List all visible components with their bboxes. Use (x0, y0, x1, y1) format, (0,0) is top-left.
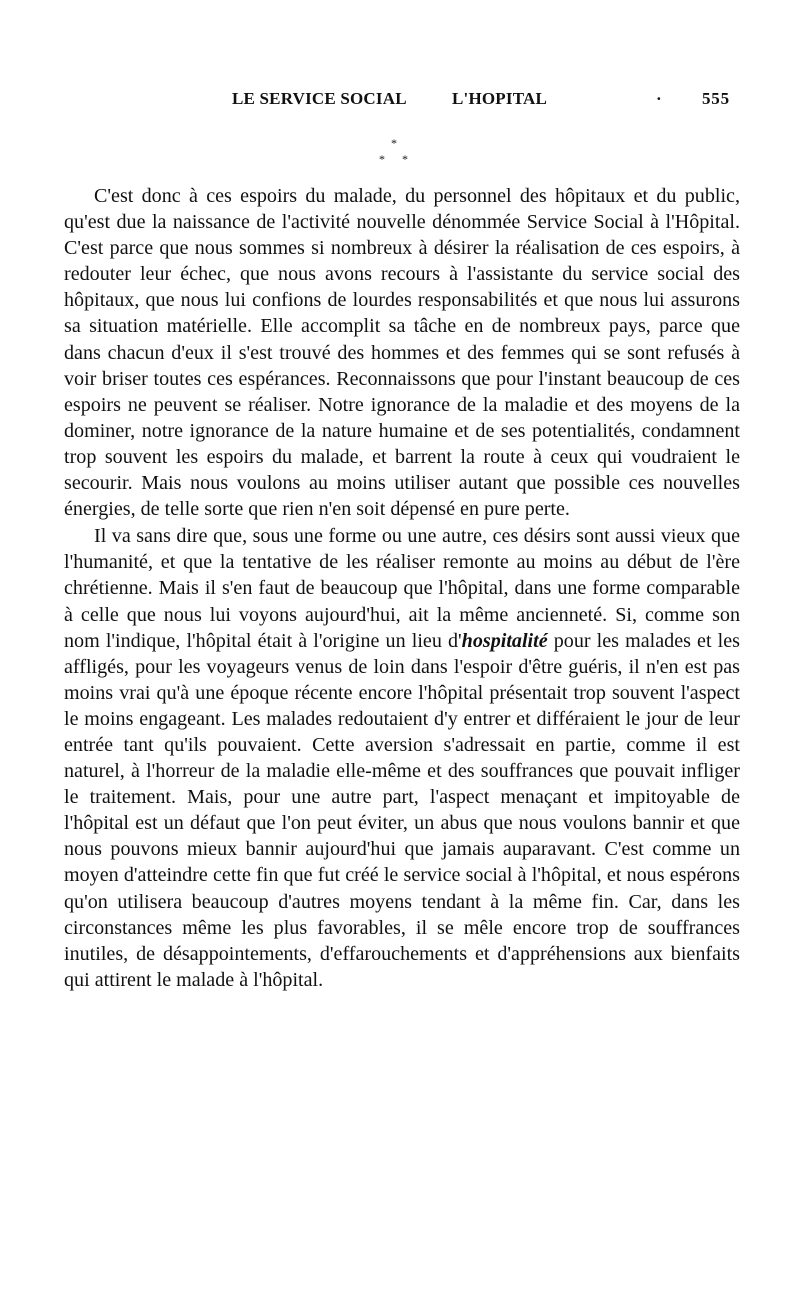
running-title-right: L'HOPITAL (452, 89, 548, 108)
paragraph-2-after-italic: pour les malades et les affligés, pour les voyageurs venus de loin dans l'espoir d'être guéris, il n'en est pas moins vrai qu'à une époque récente encore l'hôpital présentait trop souvent l'aspect le moins engageant. Les malades redoutaient d'y entrer et différaient le jour de leur entrée tant qu'ils pouvaient. Cette aversion s'adressait en partie, comme il est naturel, à l'horreur de la maladie elle-même et des souffrances que pouvait infliger le traitement. Mais, pour une autre part, l'aspect menaçant et impitoyable de l'hôpital est un défaut que l'on peut éviter, un abus que nous voulons bannir et que nous pouvons mieux bannir aujourd'hui que jamais auparavant. C'est comme un moyen d'atteindre cette fin que fut créé le service social à l'hôpital, et nous espérons qu'on utilisera beaucoup d'autres moyens tendant à la même fin. Car, dans les circonstances même les plus favorables, il se mêle encore trop de souffrances inutiles, de désappointements, d'effarouchements et d'appréhensions aux bienfaits qui attirent le malade à l'hôpital. (64, 629, 740, 991)
asterism-star-top: * (391, 136, 397, 150)
page-number: 555 (702, 89, 730, 108)
running-header-dot: · (656, 89, 662, 108)
paragraph-2 (64, 523, 740, 993)
running-title-left: LE SERVICE SOCIAL (232, 89, 407, 108)
running-header (232, 89, 740, 113)
asterism-star-right: * (402, 152, 408, 166)
paragraph-1: C'est donc à ces espoirs du malade, du personnel des hôpitaux et du public, qu'est due la naissance de l'activité nouvelle dénommée Service Social à l'Hôpital. C'est parce que nous sommes si nombreux à désirer la réalisation de ces espoirs, à redouter leur échec, que nous avons recours à l'assistante du service social des hôpitaux, que nous lui confions de lourdes responsabilités et que nous lui assurons sa situation matérielle. Elle accomplit sa tâche en de nombreux pays, parce que dans chacun d'eux il s'est trouvé des hommes et des femmes qui se sont refusés à voir briser toutes ces espérances. Reconnaissons que pour l'instant beaucoup de ces espoirs ne peuvent se réaliser. Notre ignorance de la maladie et des moyens de la dominer, notre ignorance de la nature humaine et de ses potentialités, condamnent trop souvent les espoirs du malade, et barrent la route à ceux qui voudraient le secourir. Mais nous voulons au moins utiliser autant que possible ces nouvelles énergies, de telle sorte que rien n'en soit dépensé en pure perte. (64, 185, 740, 521)
italic-word-hospitalite: hospitalité (461, 629, 548, 652)
article-body (64, 183, 740, 993)
asterism-star-left: * (379, 152, 385, 166)
section-asterism (371, 133, 421, 173)
paragraph-2-before-italic: Il va sans dire que, sous une forme ou une autre, ces désirs sont aussi vieux que l'humanité, et que la tentative de les réaliser remonte au moins au début de l'ère chrétienne. Mais il s'en faut de beaucoup que l'hôpital, dans une forme comparable à celle que nous lui voyons aujourd'hui, ait la même ancienneté. Si, comme son nom l'indique, l'hôpital était à l'origine un lieu d' (64, 525, 740, 652)
